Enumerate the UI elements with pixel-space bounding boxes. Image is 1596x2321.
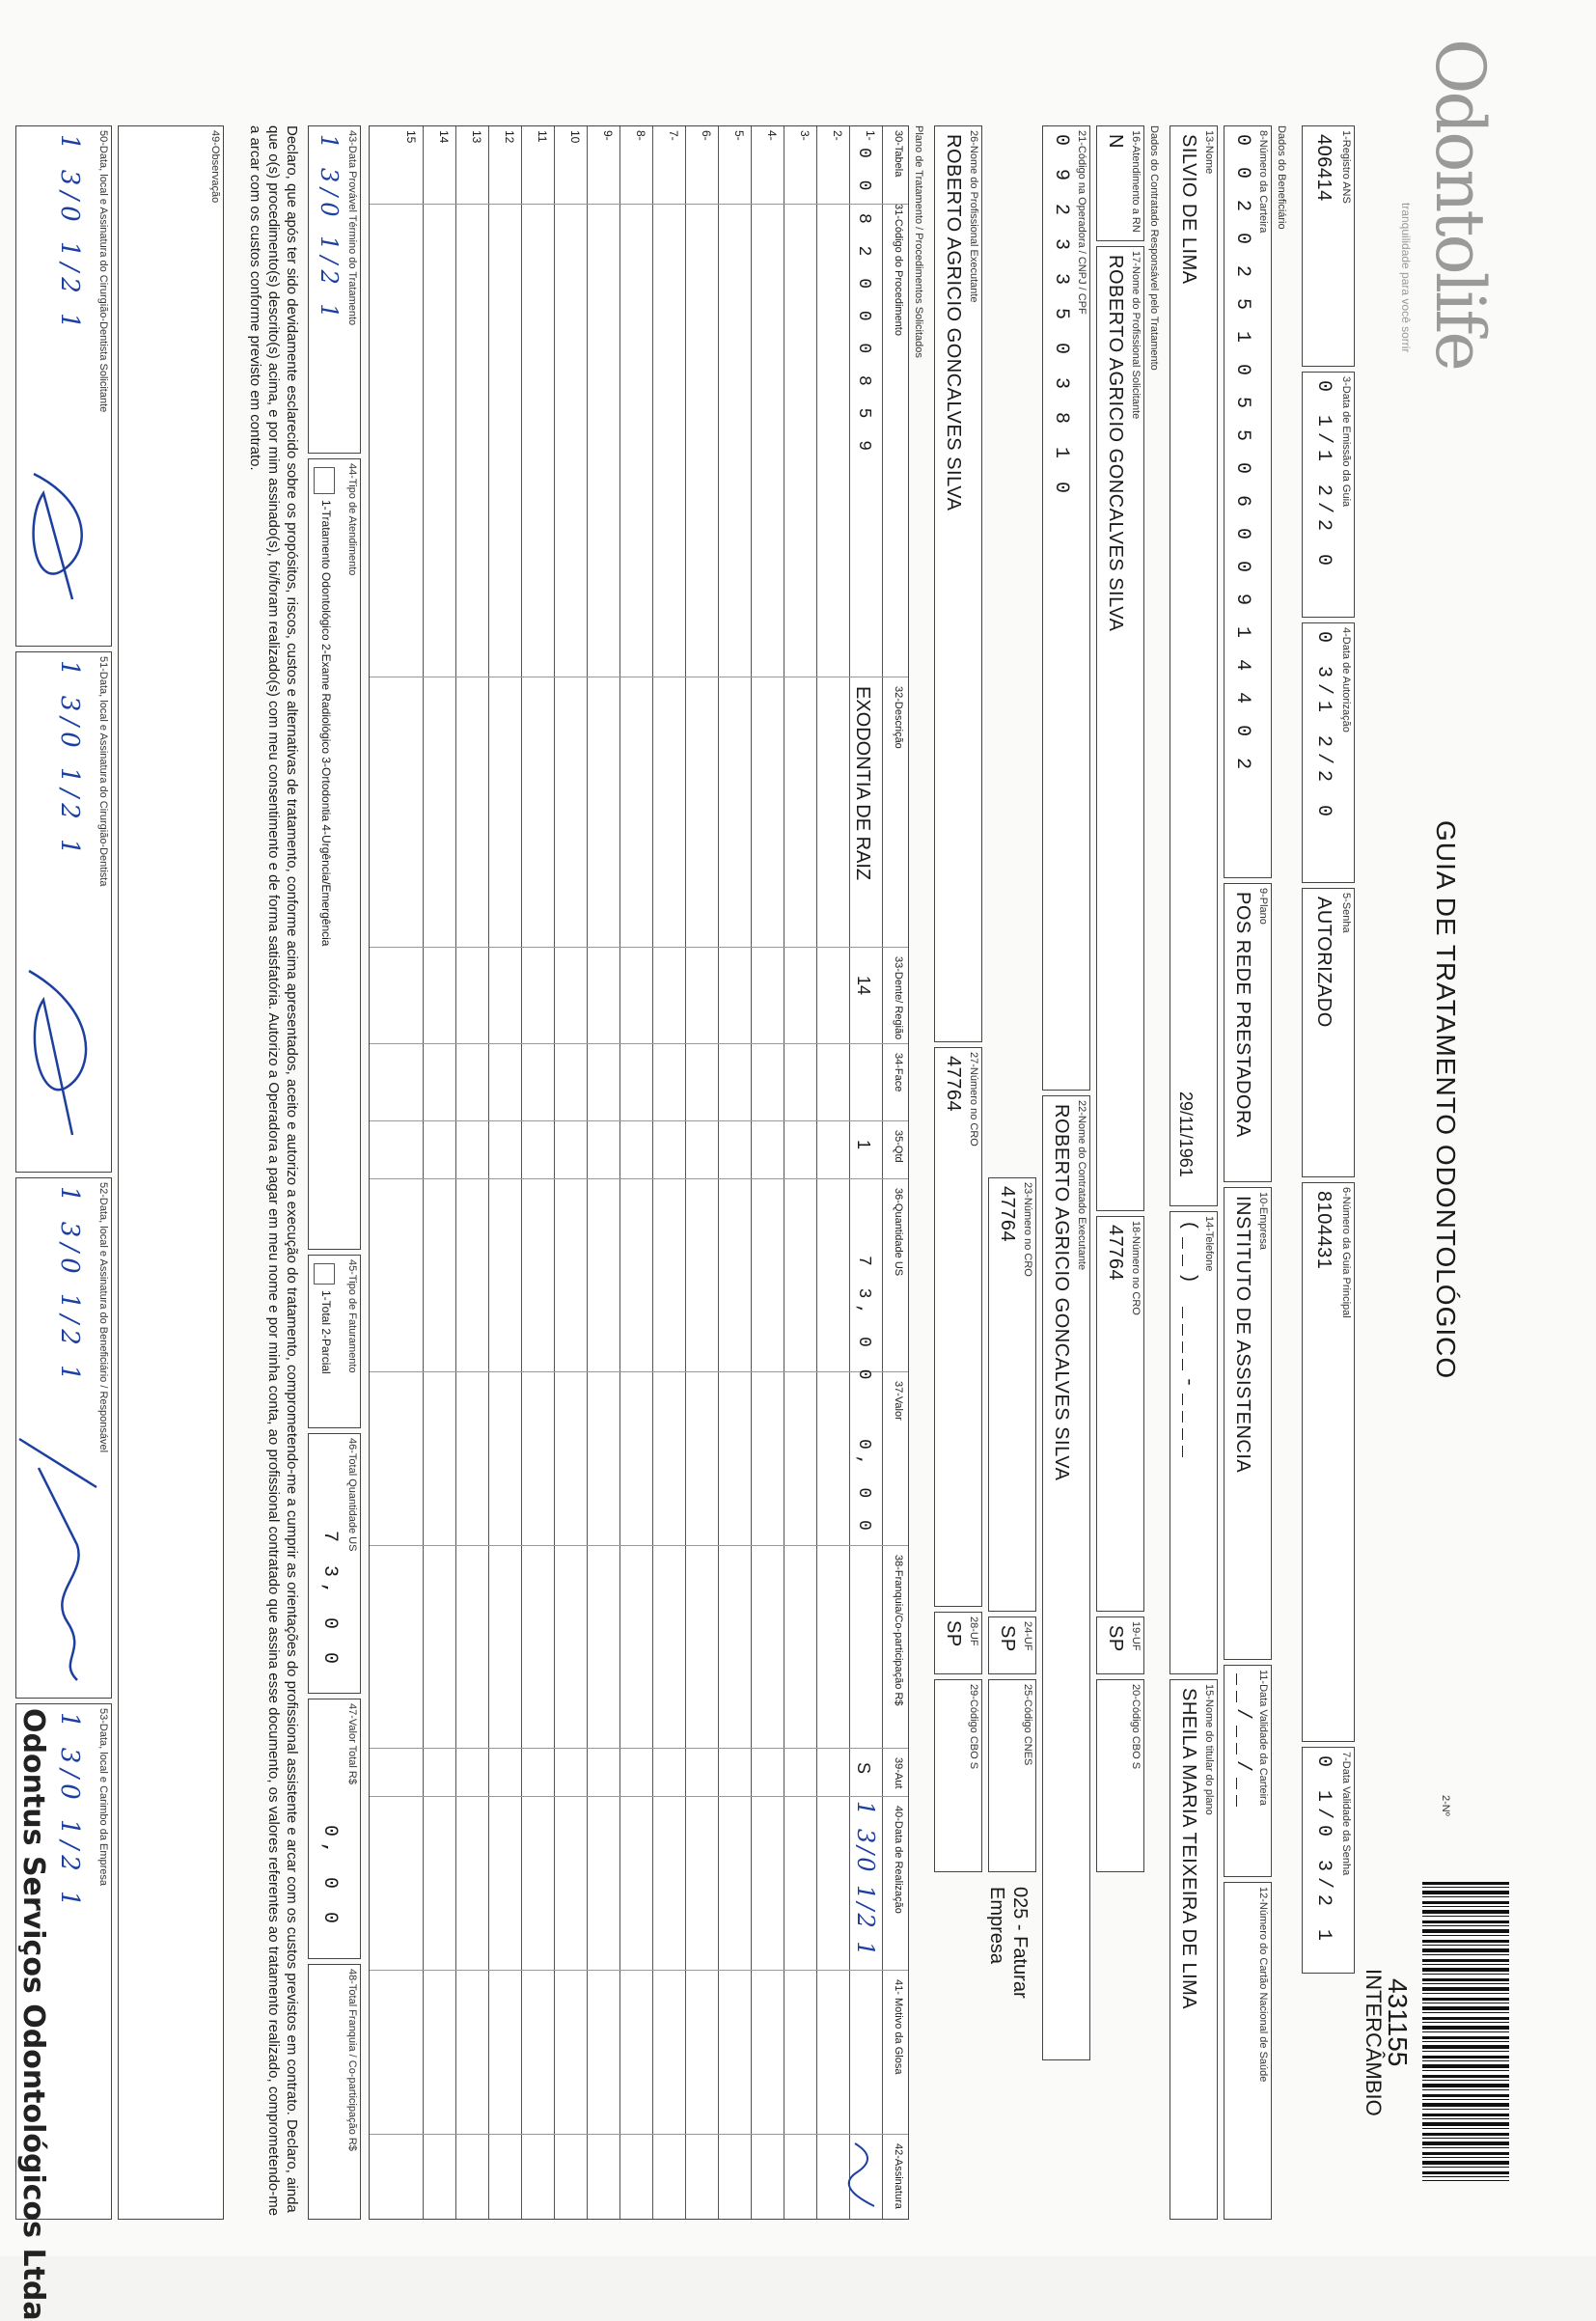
cro-solicitante-field[interactable]: 18-Número no CRO 47764 xyxy=(1096,1216,1144,1612)
row-number: 4- xyxy=(765,130,779,141)
uf-profissional-field[interactable]: 28-UF SP xyxy=(934,1612,982,1674)
row-number: 15 xyxy=(404,130,418,144)
col-header-franquia: 38-Franquia/Co-participação R$ xyxy=(893,1555,904,1706)
data-nascimento: 29/11/1961 xyxy=(1176,1091,1196,1177)
table-row xyxy=(423,126,424,2219)
row-number: 6- xyxy=(700,130,713,141)
row-number: 12 xyxy=(503,130,516,144)
table-row xyxy=(882,126,883,2219)
profissional-executante-field[interactable]: 26-Nome do Profissional Executante ROBERTO AGRICIO GONCALVES SILVA xyxy=(934,125,982,1042)
col-header-codigo: 31-Código do Procedimento xyxy=(893,204,904,336)
row-number: 14 xyxy=(437,130,451,144)
data-autorizacao-field[interactable]: 4-Data de Autorização 0 3/1 2/2 0 xyxy=(1302,622,1355,883)
cartao-nacional-field[interactable]: 12-Número do Cartão Nacional de Saúde xyxy=(1224,1882,1272,2220)
valor-total-field[interactable]: 47-Valor Total R$ 0, 0 0 xyxy=(308,1699,361,1959)
row1-quantidade-us: 7 3, 0 0 xyxy=(854,1256,873,1386)
row-number: 2- xyxy=(831,130,844,141)
guia-number: 431155 xyxy=(1383,1978,1413,2067)
uf-executante-field[interactable]: 24-UF SP xyxy=(988,1616,1036,1674)
guia-number-label: 2-Nº xyxy=(1440,1795,1451,1816)
plano-tratamento-title: Plano de Tratamento / Procedimentos Solicitados xyxy=(913,125,924,358)
termino-tratamento-field[interactable]: 43-Data Provável Término do Tratamento 1 3/0 1/2 1 xyxy=(308,125,361,454)
senha-field[interactable]: 5-Senha AUTORIZADO xyxy=(1302,888,1355,1177)
row-number: 8- xyxy=(634,130,647,141)
table-row xyxy=(554,126,555,2219)
validade-senha-field[interactable]: 7-Data Validade da Senha 0 1/0 3/2 1 xyxy=(1302,1747,1355,1974)
table-row xyxy=(521,126,522,2219)
row-number: 13 xyxy=(470,130,483,144)
table-row xyxy=(488,126,489,2219)
faturar-empresa-note: 025 - Faturar Empresa xyxy=(986,1887,1031,1999)
cnes-field[interactable]: 25-Código CNES xyxy=(988,1679,1036,1872)
logo-tagline: tranquilidade para você sorrir xyxy=(1399,203,1413,353)
row-number: 10 xyxy=(568,130,582,144)
contratado-section-title: Dados do Contratado Responsável pelo Tratamento xyxy=(1148,125,1160,371)
carteira-field[interactable]: 8-Número da Carteira 0 0 2 0 2 5 1 0 5 5 0 6 0 0 9 1 4 4 0 2 xyxy=(1224,125,1272,878)
table-row xyxy=(587,126,588,2219)
observacao-field[interactable]: 49-Observação xyxy=(118,125,224,2220)
col-header-us: 36-Quantidade US xyxy=(893,1188,904,1277)
col-header-tabela: 30-Tabela xyxy=(893,130,904,178)
assinatura-solicitante-field[interactable]: 50-Data, local e Assinatura do Cirurgião-Dentista Solicitante 1 3/0 1/2 1 xyxy=(15,125,112,647)
col-header-descricao: 32-Descrição xyxy=(893,686,904,749)
telefone-field[interactable]: 14-Telefone (__) ____-____ xyxy=(1169,1211,1218,1674)
signature-52 xyxy=(14,1429,106,1690)
registro-ans-field[interactable]: 1-Registro ANS 406414 xyxy=(1302,125,1355,367)
col-header-dente: 33-Dente/ Região xyxy=(893,956,904,1040)
table-row xyxy=(455,126,456,2219)
col-header-data-realizacao: 40-Data de Realização xyxy=(893,1806,904,1914)
row1-dente: 14 xyxy=(854,976,873,996)
col-header-valor: 37-Valor xyxy=(893,1381,904,1421)
tipo-faturamento-field[interactable]: 45-Tipo de Faturamento 1-Total 2-Parcial xyxy=(308,1255,361,1428)
uf-solicitante-field[interactable]: 19-UF SP xyxy=(1096,1616,1144,1674)
contratado-executante-field[interactable]: 22-Nome do Contratado Executante ROBERTO AGRICIO GONCALVES SILVA xyxy=(1042,1095,1090,2060)
empresa-carimbo-stamp: Odontus Serviços Odontológicos Ltda xyxy=(16,1708,50,2321)
row-number: 5- xyxy=(732,130,746,141)
row1-valor: 0, 0 0 xyxy=(854,1439,873,1536)
table-row xyxy=(619,126,620,2219)
assinatura-dentista-field[interactable]: 51-Data, local e Assinatura do Cirurgião-Dentista 1 3/0 1/2 1 xyxy=(15,651,112,1173)
col-header-face: 34-Face xyxy=(893,1053,904,1092)
row-number: 1- xyxy=(864,130,877,141)
nome-beneficiario-field[interactable]: 13-Nome SILVIO DE LIMA 29/11/1961 xyxy=(1169,125,1218,1206)
table-row xyxy=(652,126,653,2219)
procedures-table xyxy=(369,125,909,2220)
signature-51 xyxy=(19,961,101,1154)
row1-codigo: 8 2 0 0 0 8 5 9 xyxy=(854,213,873,457)
row-number: 11 xyxy=(536,130,549,143)
assinatura-beneficiario-field[interactable]: 52-Data, local e Assinatura do Beneficiário / Responsável 1 3/0 1/2 1 xyxy=(15,1177,112,1699)
barcode xyxy=(1422,1882,1509,2181)
col-header-aut: 39-Aut xyxy=(893,1757,904,1789)
table-row xyxy=(718,126,719,2219)
table-row xyxy=(849,126,850,2219)
row1-signature xyxy=(845,2139,884,2216)
row1-descricao: EXODONTIA DE RAIZ xyxy=(852,686,873,881)
validade-carteira-field[interactable]: 11-Data Validade da Carteira __/__/__ xyxy=(1224,1665,1272,1877)
cro-executante-field[interactable]: 23-Número no CRO 47764 xyxy=(988,1177,1036,1612)
odontolife-logo: Odontolife xyxy=(1420,39,1500,369)
total-franquia-field[interactable]: 48-Total Franquia / Co-participação R$ xyxy=(308,1964,361,2220)
table-row xyxy=(685,126,686,2219)
carimbo-empresa-field[interactable]: 53-Data, local e Carimbo da Empresa 1 3/0 1/2 1 xyxy=(15,1703,112,2220)
profissional-solicitante-field[interactable]: 17-Nome do Profissional Solicitante ROBERTO AGRICIO GONCALVES SILVA xyxy=(1096,246,1144,1211)
data-emissao-field[interactable]: 3-Data de Emissão da Guia 0 1/1 2/2 0 xyxy=(1302,372,1355,618)
row1-aut: S xyxy=(854,1762,873,1775)
plano-field[interactable]: 9-Plano POS REDE PRESTADORA xyxy=(1224,883,1272,1182)
col-header-assinatura: 42-Assinatura xyxy=(893,2143,904,2209)
guia-principal-field[interactable]: 6-Número da Guia Principal 8104431 xyxy=(1302,1182,1355,1742)
empresa-field[interactable]: 10-Empresa INSTITUTO DE ASSISTENCIA xyxy=(1224,1187,1272,1660)
titular-plano-field[interactable]: 15-Nome do titular do plano SHEILA MARIA TEIXEIRA DE LIMA xyxy=(1169,1679,1218,2220)
tipo-faturamento-input[interactable] xyxy=(314,1263,335,1285)
row1-tabela: 0 0 xyxy=(854,148,873,197)
signature-50 xyxy=(19,464,101,619)
table-row xyxy=(751,126,752,2219)
form-title: GUIA DE TRATAMENTO ODONTOLÓGICO xyxy=(1431,820,1461,1380)
row-number: 9- xyxy=(601,130,615,141)
cro-profissional-field[interactable]: 27-Número no CRO 47764 xyxy=(934,1047,982,1607)
col-header-qtd: 35-Qtd xyxy=(893,1130,904,1163)
row-number: 7- xyxy=(667,130,680,141)
table-row xyxy=(816,126,817,2219)
col-header-glosa: 41- Motivo da Glosa xyxy=(893,1979,904,2075)
row1-data-realizacao: 1 3/0 1/2 1 xyxy=(852,1801,879,1959)
cbo-profissional-field[interactable]: 29-Código CBO S xyxy=(934,1679,982,1872)
total-us-field[interactable]: 46-Total Quantidade US 7 3, 0 0 xyxy=(308,1433,361,1694)
atendimento-rn-field[interactable]: 16-Atendimento a RN N xyxy=(1096,125,1144,241)
tipo-atendimento-field[interactable]: 44-Tipo de Atendimento 1-Tratamento Odontológico 2-Exame Radiológico 3-Ortodontia 4-Urgência/Emergência xyxy=(308,458,361,1250)
row-number: 3- xyxy=(798,130,812,141)
tipo-atendimento-input[interactable] xyxy=(314,467,335,494)
row1-qtd: 1 xyxy=(854,1140,873,1150)
beneficiario-section-title: Dados do Beneficiário xyxy=(1276,125,1287,230)
declaracao-text: Declaro, que após ter sido devidamente esclarecido sobre os propósitos, riscos, custos e alternativas de tratamento, conforme acima apresentados, aceito e autorizo a execução do tratamento, comprometendo-me a cumprir as orientações do profissional assistente e arcar com os custos previstos em contrato. Declaro, ainda que o(s) procedimento(s) descrito(s) acima, e por mim assinado(s), foi/foram realizado(s) com meu consentimento e de forma satisfatória. Autorizo a Operadora a pagar em meu nome e por minha conta, ao profissional contratado que assina esse documento, os valores referentes ao tratamento realizado, comprometendo-me a arcar com os custos conforme previsto em contrato. xyxy=(247,125,300,2217)
codigo-operadora-field[interactable]: 21-Código na Operadora / CNPJ / CPF 0 9 2 3 3 5 0 3 8 1 0 xyxy=(1042,125,1090,1091)
intercambio-label: INTERCÂMBIO xyxy=(1362,1969,1386,2116)
cbo-solicitante-field[interactable]: 20-Código CBO S xyxy=(1096,1679,1144,1872)
